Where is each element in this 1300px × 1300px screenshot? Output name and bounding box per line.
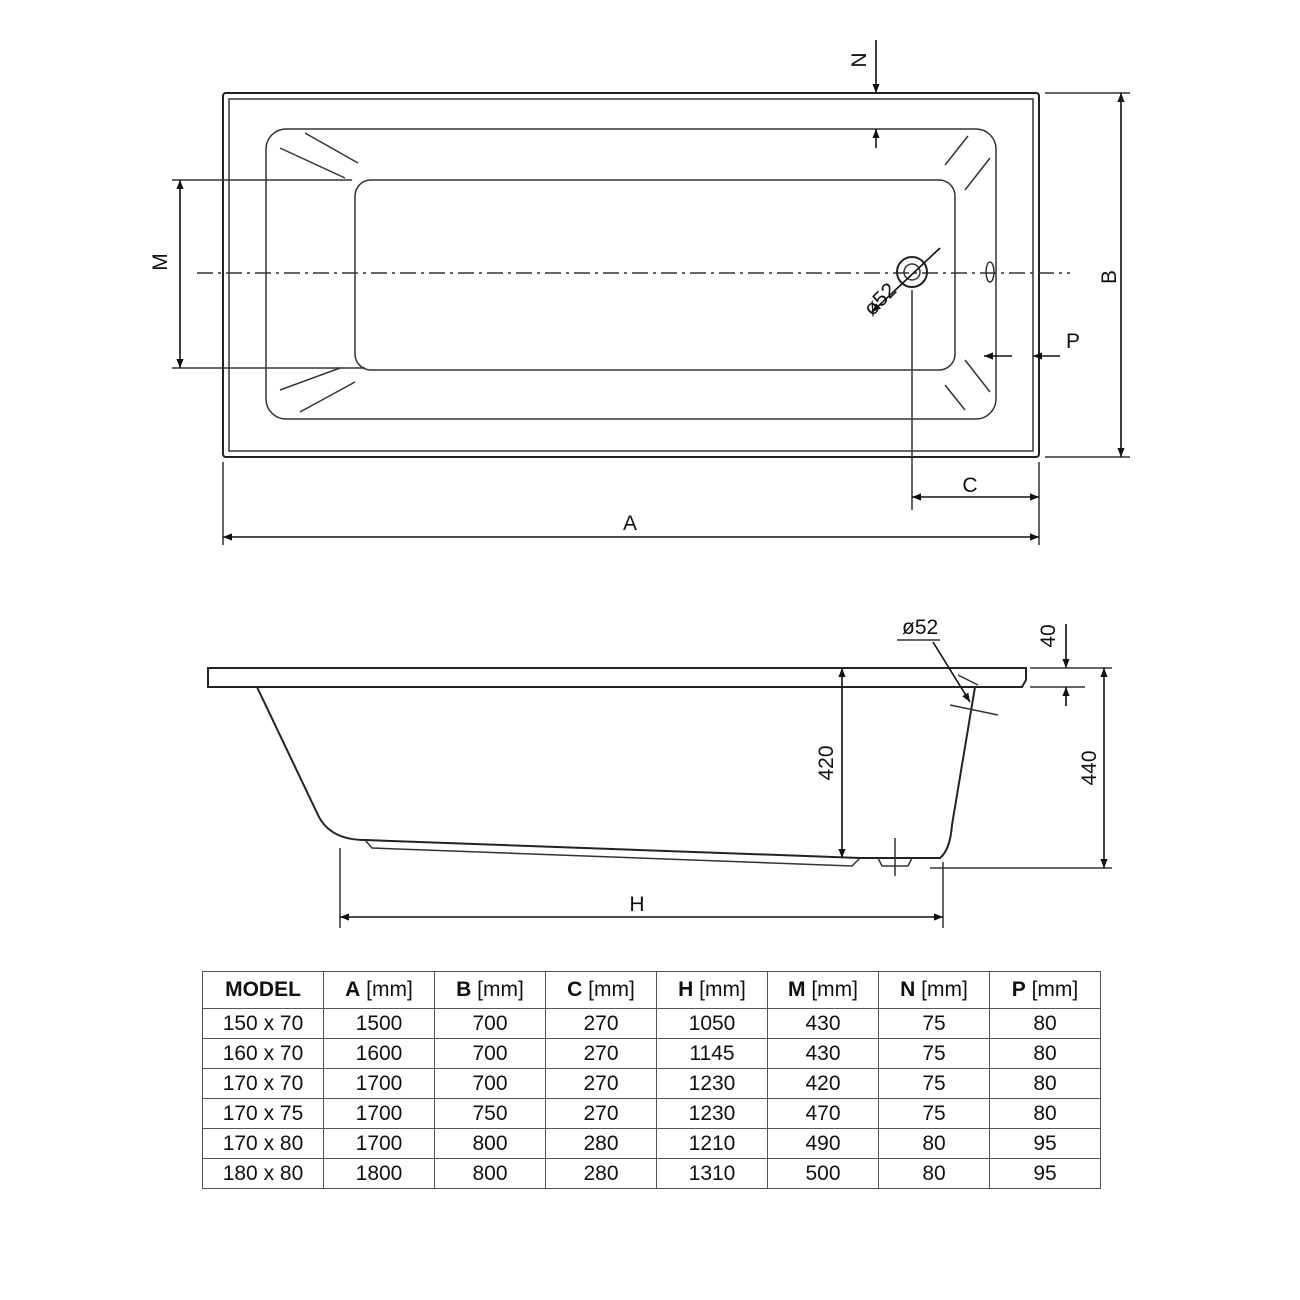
cell-m: 420 [768, 1069, 879, 1099]
cell-h: 1050 [657, 1009, 768, 1039]
cell-p: 80 [990, 1099, 1101, 1129]
cell-c: 270 [546, 1009, 657, 1039]
cell-n: 80 [879, 1129, 990, 1159]
dim-label-n: N [848, 52, 871, 68]
cell-p: 80 [990, 1069, 1101, 1099]
cell-a: 1500 [324, 1009, 435, 1039]
overflow-icon [986, 262, 994, 282]
header-a: A [mm] [324, 972, 435, 1009]
cell-h: 1310 [657, 1159, 768, 1189]
table-header-row [203, 972, 1101, 1009]
dim-label-h: H [629, 893, 645, 916]
cell-model: 160 x 70 [203, 1039, 324, 1069]
cell-c: 270 [546, 1039, 657, 1069]
side-view [208, 616, 1112, 928]
cell-n: 75 [879, 1039, 990, 1069]
header-c: C [mm] [546, 972, 657, 1009]
table-row [203, 1159, 1101, 1189]
header-model: MODEL [203, 972, 324, 1009]
cell-a: 1700 [324, 1069, 435, 1099]
cell-n: 75 [879, 1069, 990, 1099]
tub-side-body [257, 687, 975, 858]
cell-b: 700 [435, 1069, 546, 1099]
cell-model: 150 x 70 [203, 1009, 324, 1039]
tub-outer-rim [223, 93, 1039, 457]
dim-label-p: P [1066, 330, 1081, 353]
dim-label-40: 40 [1037, 624, 1060, 648]
cell-n: 75 [879, 1009, 990, 1039]
header-m: M [mm] [768, 972, 879, 1009]
header-p: P [mm] [990, 972, 1101, 1009]
table-row [203, 1039, 1101, 1069]
cell-n: 80 [879, 1159, 990, 1189]
cell-b: 700 [435, 1039, 546, 1069]
cell-c: 270 [546, 1069, 657, 1099]
dim-label-440: 440 [1078, 750, 1101, 786]
dimensions-table [202, 971, 1101, 1189]
tub-basin-edge [266, 129, 996, 419]
cell-h: 1145 [657, 1039, 768, 1069]
dim-label-420: 420 [815, 745, 838, 781]
top-view [149, 40, 1130, 545]
cell-b: 800 [435, 1159, 546, 1189]
cell-a: 1700 [324, 1099, 435, 1129]
cell-m: 490 [768, 1129, 879, 1159]
cell-model: 180 x 80 [203, 1159, 324, 1189]
table-row [203, 1009, 1101, 1039]
cell-c: 270 [546, 1099, 657, 1129]
cell-model: 170 x 70 [203, 1069, 324, 1099]
cell-p: 80 [990, 1039, 1101, 1069]
drain-icon [897, 257, 927, 287]
cell-m: 470 [768, 1099, 879, 1129]
cell-n: 75 [879, 1099, 990, 1129]
cell-m: 430 [768, 1009, 879, 1039]
cell-m: 500 [768, 1159, 879, 1189]
dim-label-b: B [1098, 269, 1121, 285]
tub-side-rim [208, 668, 1026, 687]
table-row [203, 1069, 1101, 1099]
cell-model: 170 x 75 [203, 1099, 324, 1129]
cell-b: 800 [435, 1129, 546, 1159]
cell-p: 95 [990, 1129, 1101, 1159]
table-row [203, 1129, 1101, 1159]
cell-a: 1800 [324, 1159, 435, 1189]
tub-side-base [365, 840, 860, 866]
header-h: H [mm] [657, 972, 768, 1009]
dim-label-a: A [622, 512, 638, 535]
drain-diameter-label-top: ø52 [859, 278, 902, 321]
table-row [203, 1099, 1101, 1129]
cell-model: 170 x 80 [203, 1129, 324, 1159]
cell-c: 280 [546, 1129, 657, 1159]
cell-a: 1700 [324, 1129, 435, 1159]
dim-label-m: M [149, 253, 172, 271]
cell-b: 700 [435, 1009, 546, 1039]
cell-p: 95 [990, 1159, 1101, 1189]
cell-h: 1230 [657, 1069, 768, 1099]
header-b: B [mm] [435, 972, 546, 1009]
drain-diameter-label-side: ø52 [902, 616, 939, 639]
tub-basin-floor [355, 180, 955, 370]
cell-h: 1210 [657, 1129, 768, 1159]
cell-c: 280 [546, 1159, 657, 1189]
header-n: N [mm] [879, 972, 990, 1009]
cell-p: 80 [990, 1009, 1101, 1039]
cell-b: 750 [435, 1099, 546, 1129]
dim-label-c: C [962, 474, 978, 497]
cell-m: 430 [768, 1039, 879, 1069]
cell-h: 1230 [657, 1099, 768, 1129]
cell-a: 1600 [324, 1039, 435, 1069]
